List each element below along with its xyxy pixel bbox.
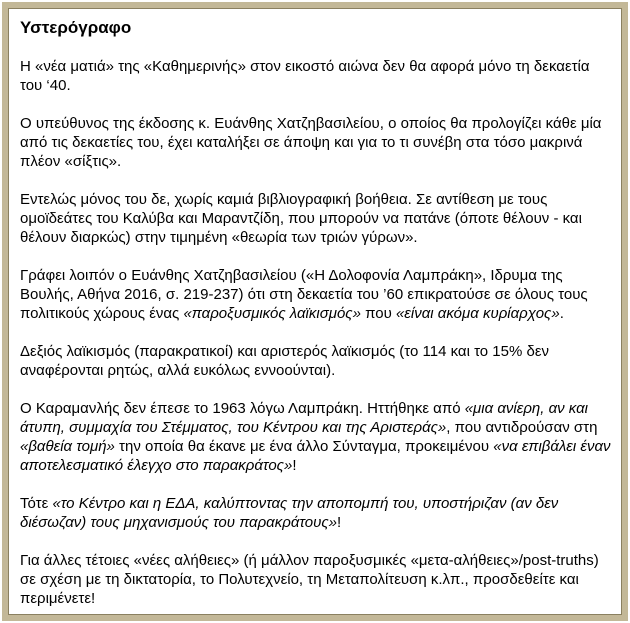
text-run: Δεξιός λαϊκισμός (παρακρατικοί) και αριστερός λαϊκισμός (το 114 και το 15% δεν αναφέρονται ρητώς, αλλά ευκόλως εννοούνται). [20, 343, 550, 379]
text-run: την οποία θα έκανε με ένα άλλο Σύνταγμα, προκειμένου [114, 438, 494, 455]
article-content [20, 17, 614, 608]
text-run: , που αντιδρούσαν στη [446, 419, 598, 436]
quote-italic-run: «μια ανίερη, αν και άτυπη, συμμαχία του Στέμματος, του Κέντρου και της Αριστεράς» [20, 400, 588, 436]
paragraph [20, 190, 614, 247]
paragraph [20, 266, 614, 323]
text-run: ! [337, 514, 342, 531]
paragraph [20, 114, 614, 171]
text-run: Τότε [20, 495, 53, 512]
quote-italic-run: «το Κέντρο και η ΕΔΑ, καλύπτοντας την αποπομπή του, υποστήριζαν (αν δεν διέσωζαν) τους μηχανισμούς του παρακράτους» [20, 495, 559, 531]
quote-italic-run: «βαθεία τομή» [20, 438, 115, 455]
text-run: Ο Καραμανλής δεν έπεσε το 1963 λόγω Λαμπράκη. Ηττήθηκε από [20, 400, 465, 417]
text-run: . [559, 305, 564, 322]
text-run: Γράφει λοιπόν ο Ευάνθης Χατζηβασιλείου («Η Δολοφονία Λαμπράκη», Ιδρυμα της Βουλής, Αθήνα 2016, σ. 219-237) ότι στη δεκαετία του ’60 επικρατούσε σε όλους τους πολιτικούς χώρους ένας [20, 267, 588, 322]
paragraph [20, 399, 614, 475]
paragraph [20, 494, 614, 532]
paragraph [20, 342, 614, 380]
quote-italic-run: «να επιβάλει έναν αποτελεσματικό έλεγχο στο παρακράτος» [20, 438, 611, 474]
text-run: Ο υπεύθυνος της έκδοσης κ. Ευάνθης Χατζηβασιλείου, ο οποίος θα προλογίζει κάθε μία από τις δεκαετίες του, έχει καταλήξει σε άποψη και για το τι συνέβη στα τόσο μακρινά πλέον «σίξτις». [20, 115, 602, 170]
text-run: Για άλλες τέτοιες «νέες αλήθειες» (ή μάλλον παροξυσμικές «μετα-αλήθειες»/post-truths) σε σχέση με τη δικτατορία, το Πολυτεχνείο, τη Μεταπολίτευση κ.λπ., προσδεθείτε και περιμένετε! [20, 552, 599, 607]
paragraph [20, 57, 614, 95]
text-run: που [360, 305, 396, 322]
paragraph [20, 551, 614, 608]
quote-italic-run: «παροξυσμικός λαϊκισμός» [183, 305, 361, 322]
article-title: Υστερόγραφο [20, 18, 132, 37]
article-body [20, 57, 614, 608]
article-frame [2, 2, 628, 621]
text-run: Εντελώς μόνος του δε, χωρίς καμιά βιβλιογραφική βοήθεια. Σε αντίθεση με τους ομοϊδεάτες του Καλύβα και Μαραντζίδη, που μπορούν να πατάνε (όποτε θέλουν - και θέλουν διαρκώς) στην τιμημένη «θεωρία των τριών γύρων». [20, 191, 582, 246]
quote-italic-run: «είναι ακόμα κυρίαρχος» [395, 305, 560, 322]
text-run: Η «νέα ματιά» της «Καθημερινής» στον εικοστό αιώνα δεν θα αφορά μόνο τη δεκαετία του ‘40. [20, 58, 590, 94]
text-run: ! [292, 457, 297, 474]
